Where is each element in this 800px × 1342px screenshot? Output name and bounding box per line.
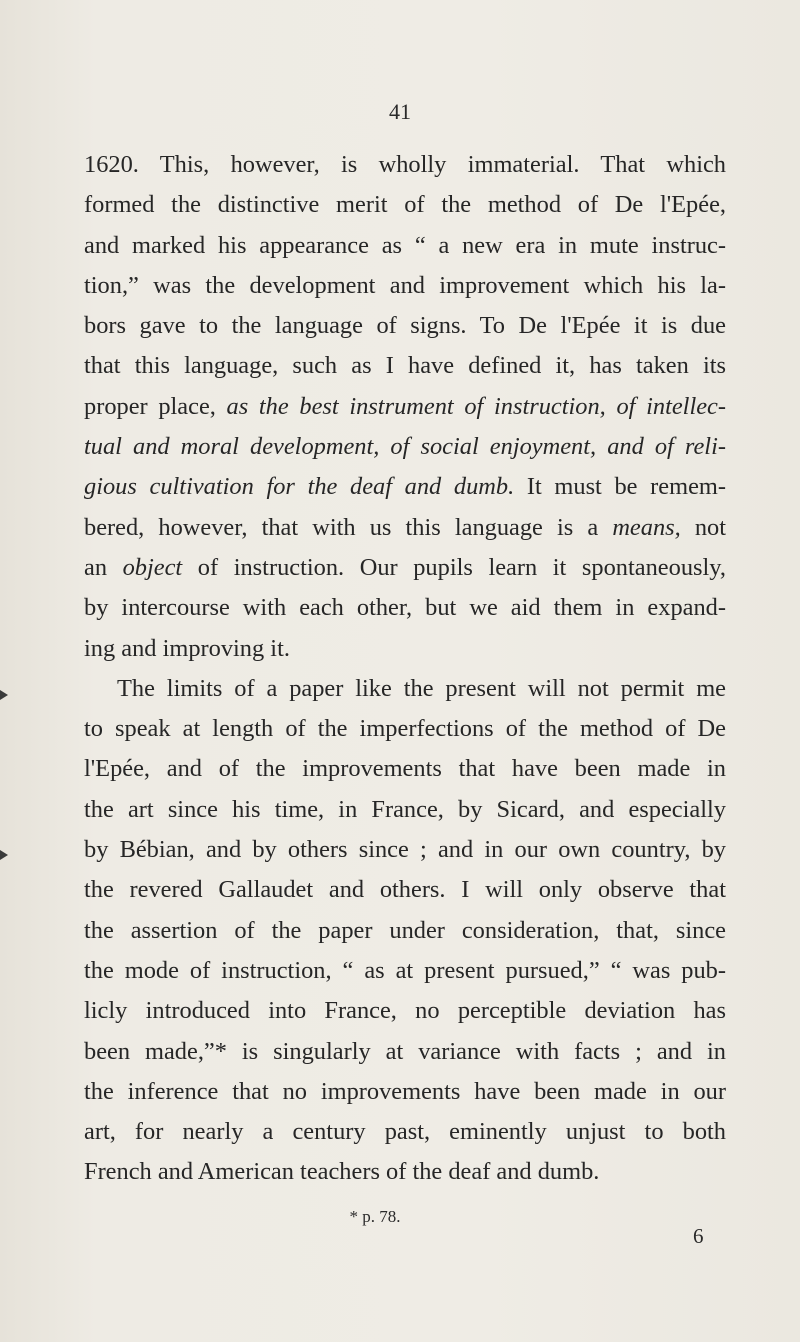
text-line <box>84 629 726 669</box>
text-segment: not <box>680 513 726 541</box>
text-segment: ing and improving it. <box>84 634 290 662</box>
text-line <box>84 790 726 830</box>
text-line <box>84 226 726 266</box>
text-line <box>84 387 726 427</box>
text-segment: It must be remem- <box>514 473 726 501</box>
text-segment: an <box>84 553 123 581</box>
text-segment: The limits of a paper like the present will not permit me <box>117 674 726 702</box>
text-line <box>84 145 726 185</box>
text-segment: l'Epée, and of the improvements that have been made in <box>84 755 726 783</box>
margin-mark <box>0 690 8 700</box>
italic-text: tual and moral development, of social enjoyment, and of reli- <box>84 433 726 461</box>
page-number: 41 <box>389 99 411 124</box>
text-segment: the mode of instruction, “ as at present pursued,” “ was pub- <box>84 956 726 984</box>
text-segment: the inference that no improvements have been made in our <box>84 1077 726 1105</box>
text-segment: the assertion of the paper under consideration, that, since <box>84 916 726 944</box>
text-segment: by intercourse with each other, but we aid them in expand- <box>84 594 726 622</box>
text-segment: licly introduced into France, no perceptible deviation has <box>84 997 726 1025</box>
text-line <box>84 1032 726 1072</box>
text-segment: the revered Gallaudet and others. I will only observe that <box>84 876 726 904</box>
text-segment: and marked his appearance as “ a new era in mute instruc- <box>84 231 726 259</box>
text-segment: that this language, such as I have defined it, has taken its <box>84 352 726 380</box>
text-line <box>84 185 726 225</box>
text-segment: by Bébian, and by others since ; and in our own country, by <box>84 836 726 864</box>
text-segment: formed the distinctive merit of the method of De l'Epée, <box>84 191 726 219</box>
footnote: * p. 78. <box>349 1207 401 1226</box>
text-segment: proper place, <box>84 392 227 420</box>
text-line <box>84 951 726 991</box>
text-line <box>84 467 726 507</box>
italic-text: object <box>122 553 183 581</box>
text-line <box>84 266 726 306</box>
margin-mark <box>0 850 8 860</box>
text-line <box>84 346 726 386</box>
text-segment: art, for nearly a century past, eminently unjust to both <box>84 1118 726 1146</box>
italic-text: gious cultivation for the deaf and dumb. <box>84 473 515 501</box>
text-line <box>84 709 726 749</box>
text-line <box>84 1072 726 1112</box>
text-line <box>84 306 726 346</box>
text-line <box>84 427 726 467</box>
italic-text: as the best instrument of instruction, of intellec- <box>226 392 726 420</box>
text-line <box>84 911 726 951</box>
text-line <box>84 548 726 588</box>
text-line <box>84 870 726 910</box>
text-segment: the art since his time, in France, by Sicard, and especially <box>84 795 726 823</box>
text-line <box>84 508 726 548</box>
text-line <box>84 991 726 1031</box>
text-line <box>84 588 726 628</box>
text-segment: been made,”* is singularly at variance with facts ; and in <box>84 1037 726 1065</box>
text-line <box>84 1112 726 1152</box>
text-segment: bered, however, that with us this language is a <box>84 513 613 541</box>
text-line <box>84 669 726 709</box>
text-line <box>84 1152 726 1192</box>
text-segment: to speak at length of the imperfections of the method of De <box>84 715 726 743</box>
text-line <box>84 749 726 789</box>
text-segment: of instruction. Our pupils learn it spontaneously, <box>182 553 726 581</box>
text-line <box>84 830 726 870</box>
text-segment: French and American teachers of the deaf and dumb. <box>84 1158 600 1186</box>
signature-mark: 6 <box>693 1224 704 1248</box>
body-text <box>84 145 726 1193</box>
text-segment: 1620. This, however, is wholly immaterial. That which <box>84 151 726 178</box>
italic-text: means, <box>612 513 681 541</box>
text-segment: tion,” was the development and improvement which his la- <box>84 271 726 299</box>
text-segment: bors gave to the language of signs. To De l'Epée it is due <box>84 312 726 340</box>
